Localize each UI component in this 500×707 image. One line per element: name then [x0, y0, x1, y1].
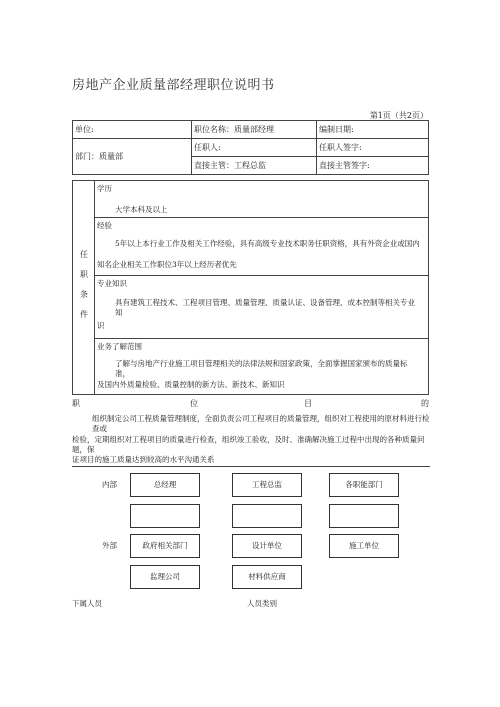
section-line: 及国内外质量检验、质量控制的新方法、新技术、新知识	[97, 380, 285, 389]
department-cell: 部门：质量部	[73, 139, 192, 175]
holder-cell: 任职人:	[192, 139, 317, 157]
purpose-char: 职	[72, 399, 80, 408]
side-char: 职	[80, 270, 88, 279]
contact-box-functional-depts: 各职能部门	[329, 473, 399, 497]
document-title: 房地产企业质量部经理职位说明书	[72, 78, 275, 93]
side-char: 件	[80, 310, 88, 319]
supervisor-cell: 直接主管：工程总监	[192, 157, 317, 175]
contact-box-material-supplier: 材料供应商	[232, 565, 302, 589]
section-heading: 经验	[97, 221, 112, 230]
staff-category-label: 人员类别	[247, 599, 277, 608]
section-line: 识	[97, 321, 105, 330]
contact-box-empty	[329, 504, 399, 528]
scope-section	[95, 339, 428, 396]
purpose-char: 位	[190, 399, 198, 408]
purpose-char: 的	[421, 399, 429, 408]
contact-box-construction-unit: 施工单位	[329, 534, 399, 558]
external-label: 外部	[102, 541, 117, 550]
education-section	[95, 181, 428, 218]
contact-box-general-manager: 总经理	[130, 473, 200, 497]
purpose-char: 目	[304, 399, 312, 408]
position-info-table	[72, 120, 429, 175]
page-number: 第1页（共2页）	[369, 111, 428, 120]
requirements-side-label	[73, 181, 95, 394]
side-char: 任	[80, 250, 88, 259]
position-name-cell: 职位名称：质量部经理	[192, 121, 317, 139]
purpose-line: 检验，定期组织对工程项目的质量进行检查，组织竣工验收，及时、准确解决施工过程中出现的各种质量问题，保	[72, 435, 425, 454]
compile-date-cell: 编制日期:	[317, 121, 429, 139]
knowledge-section	[95, 276, 428, 339]
section-line: 了解与房地产行业施工项目管理相关的法律法规和国家政策，全面掌握国家颁布的质量标准，	[115, 359, 408, 378]
subordinates-label: 下属人员	[72, 599, 102, 608]
contact-box-supervision: 监理公司	[130, 565, 200, 589]
contact-box-design-unit: 设计单位	[232, 534, 302, 558]
purpose-line: 证项目的施工质量达到较高的水平沟通关系	[72, 455, 215, 464]
contact-box-government: 政府相关部门	[130, 534, 200, 558]
contact-box-empty	[130, 504, 200, 528]
requirements-table	[72, 180, 429, 395]
section-line: 具有建筑工程技术、工程项目管理、质量管理、质量认证、设备管理、成本控制等相关专业知	[115, 298, 415, 317]
section-heading: 业务了解范围	[97, 342, 142, 351]
contact-box-engineering-director: 工程总监	[232, 473, 302, 497]
contact-box-empty	[232, 504, 302, 528]
internal-label: 内部	[102, 480, 117, 489]
purpose-line: 组织制定公司工程质量管理制度，全面负责公司工程项目的质量管理，组织对工程使用的原材料进行检查或	[92, 414, 430, 433]
side-char: 条	[80, 290, 88, 299]
divider	[72, 466, 430, 467]
section-heading: 学历	[97, 184, 112, 193]
experience-section	[95, 218, 428, 276]
unit-cell: 单位:	[73, 121, 192, 139]
holder-sign-cell: 任职人签字:	[317, 139, 429, 157]
supervisor-sign-cell: 直接主管签字:	[317, 157, 429, 175]
section-line: 大学本科及以上	[115, 205, 168, 214]
section-heading: 专业知识	[97, 279, 127, 288]
section-line: 知名企业相关工作职位3年以上经历者优先	[97, 260, 237, 269]
section-line: 5年以上本行业工作及相关工作经验，具有高级专业技术职务任职资格，具有外资企业或国内	[115, 239, 420, 248]
